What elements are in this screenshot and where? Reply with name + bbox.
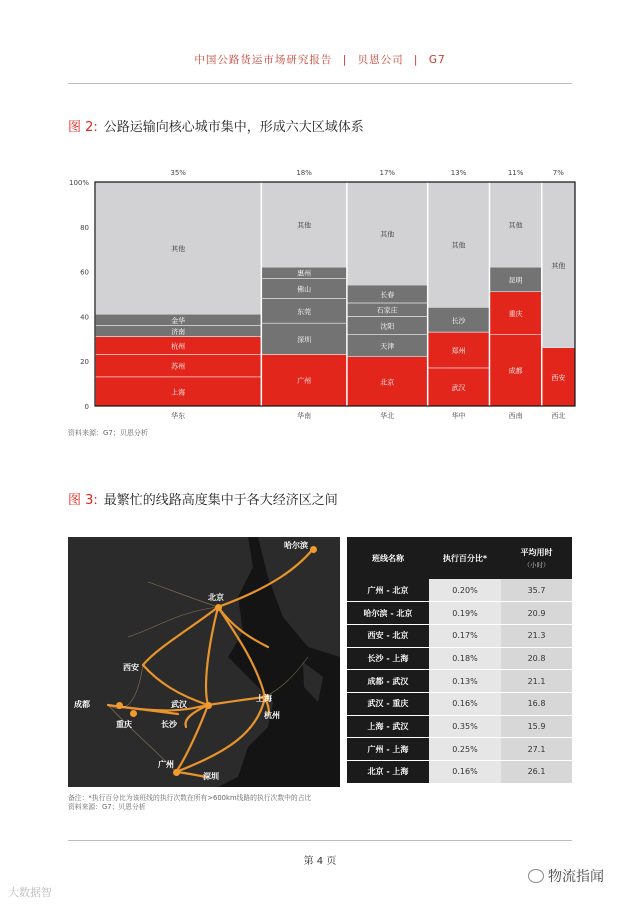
y-tick-label: 80: [80, 223, 89, 232]
figure2-title: 公路运输向核心城市集中，形成六大区域体系: [103, 120, 364, 135]
brand-name: G7: [428, 54, 446, 66]
segment-label: 广州: [297, 377, 312, 386]
segment-label: 长春: [380, 291, 395, 299]
map-label-chongqing: 重庆: [116, 720, 132, 729]
figure3-heading: [68, 489, 338, 508]
column-width-label: 7%: [552, 169, 564, 177]
page-number: 第 4 页: [303, 856, 337, 867]
column-width-label: 11%: [507, 169, 524, 177]
column-width-label: 13%: [450, 169, 467, 177]
category-label: 华南: [297, 412, 312, 420]
segment-label: 佛山: [297, 285, 312, 294]
map-label-hangzhou: 杭州: [264, 711, 280, 720]
segment-label: 长沙: [451, 316, 466, 325]
figure3-number: 图 3:: [68, 493, 98, 508]
pct-cell: 0.19%: [429, 602, 501, 625]
city-marker: [130, 710, 137, 717]
time-cell: 20.8: [501, 647, 572, 670]
route-cell: 西安 - 北京: [347, 624, 429, 647]
mekko-chart: [60, 162, 580, 434]
route-cell: 成都 - 武汉: [347, 670, 429, 693]
segment-label: 其他: [171, 245, 186, 254]
route-cell: 北京 - 上海: [347, 761, 429, 784]
y-tick-label: 40: [80, 313, 89, 322]
map-label-xian: 西安: [123, 663, 139, 672]
pct-cell: 0.25%: [429, 738, 501, 761]
page-header: [0, 52, 640, 67]
y-tick-label: 100%: [68, 179, 89, 187]
table-row: [347, 647, 572, 670]
segment-label: 成都: [508, 367, 523, 376]
figure3-title: 最繁忙的线路高度集中于各大经济区之间: [103, 493, 338, 508]
header-separator: |: [413, 54, 419, 66]
time-cell: 15.9: [501, 715, 572, 738]
map-label-harbin: 哈尔滨: [284, 541, 308, 550]
segment-label: 东莞: [297, 307, 312, 316]
segment-label: 石家庄: [376, 306, 398, 315]
category-label: 华中: [451, 412, 466, 420]
figure2-number: 图 2:: [68, 120, 98, 135]
segment-label: 昆明: [508, 276, 523, 285]
map-label-chengdu: 成都: [74, 700, 90, 709]
route-cell: 广州 - 上海: [347, 738, 429, 761]
table-row: [347, 692, 572, 715]
figure3-note: 备注：*执行百分比为该班线的执行次数在所有>600km线路的执行次数中的占比: [68, 794, 312, 802]
column-width-label: 18%: [296, 169, 312, 177]
report-title: 中国公路货运市场研究报告: [194, 54, 333, 66]
segment-label: 西安: [551, 373, 566, 382]
segment-label: 上海: [171, 388, 186, 397]
route-cell: 广州 - 北京: [347, 579, 429, 602]
watermark-right-text: 物流指闻: [548, 869, 604, 885]
map-label-shenzhen: 深圳: [203, 772, 219, 781]
segment-label: 武汉: [451, 383, 466, 392]
time-cell: 21.1: [501, 670, 572, 693]
map-label-shanghai: 上海: [256, 694, 272, 703]
y-tick-label: 0: [84, 403, 89, 411]
route-heatmap: [68, 537, 340, 787]
pct-cell: 0.20%: [429, 579, 501, 602]
pct-cell: 0.17%: [429, 624, 501, 647]
table-row: [347, 761, 572, 784]
pct-cell: 0.16%: [429, 692, 501, 715]
col-header-pct: 执行百分比*: [429, 537, 501, 579]
map-graphic: [68, 537, 340, 787]
category-label: 西北: [551, 412, 566, 420]
busiest-routes-table: [347, 537, 572, 784]
map-label-changsha: 长沙: [161, 720, 177, 729]
city-marker: [215, 604, 222, 611]
figure3-source: 资料来源：G7；贝恩分析: [68, 803, 146, 811]
table-row: [347, 738, 572, 761]
segment-label: 惠州: [297, 269, 312, 278]
segment-label: 北京: [380, 378, 395, 387]
route-cell: 长沙 - 上海: [347, 647, 429, 670]
segment-label: 重庆: [508, 310, 523, 319]
land-mass-ne: [258, 537, 340, 657]
header-divider: [68, 83, 572, 84]
segment-label: 其他: [451, 241, 466, 250]
pct-cell: 0.35%: [429, 715, 501, 738]
watermark-left: 大数据智: [8, 886, 52, 899]
city-marker: [310, 546, 317, 553]
time-cell: 35.7: [501, 579, 572, 602]
pct-cell: 0.13%: [429, 670, 501, 693]
segment-label: 郑州: [451, 347, 466, 355]
route-cell: 武汉 - 重庆: [347, 692, 429, 715]
segment-label: 苏州: [171, 362, 186, 371]
header-separator: |: [342, 54, 348, 66]
table-row: [347, 670, 572, 693]
segment-label: 沈阳: [380, 322, 395, 331]
table-row: [347, 579, 572, 602]
city-marker: [116, 702, 123, 709]
column-width-label: 17%: [379, 169, 396, 177]
route-cell: 上海 - 武汉: [347, 715, 429, 738]
time-cell: 21.3: [501, 624, 572, 647]
land-mass: [68, 537, 273, 787]
y-tick-label: 20: [80, 358, 89, 367]
pct-cell: 0.16%: [429, 761, 501, 784]
table-row: [347, 602, 572, 625]
segment-label: 其他: [297, 221, 312, 230]
segment-label: 杭州: [171, 342, 186, 351]
footer-divider: [68, 840, 572, 841]
city-marker: [173, 769, 180, 776]
category-label: 西南: [508, 412, 523, 420]
segment-label: 济南: [171, 327, 186, 336]
table-header-row: [347, 537, 572, 579]
time-cell: 26.1: [501, 761, 572, 784]
table-row: [347, 715, 572, 738]
route-cell: 哈尔滨 - 北京: [347, 602, 429, 625]
land-mass-peninsula: [303, 662, 323, 702]
column-width-label: 35%: [170, 169, 186, 177]
segment-label: 深圳: [297, 335, 312, 344]
col-header-time: 平均用时 （小时）: [501, 537, 572, 579]
figure2-source: 资料来源：G7；贝恩分析: [68, 429, 148, 437]
category-label: 华北: [380, 412, 395, 420]
category-label: 华东: [171, 412, 186, 420]
segment-label: 其他: [380, 230, 395, 239]
watermark-right: [528, 866, 604, 886]
map-label-wuhan: 武汉: [171, 700, 187, 709]
company-name: 贝恩公司: [357, 54, 404, 66]
time-cell: 20.9: [501, 602, 572, 625]
map-label-guangzhou: 广州: [158, 760, 174, 769]
time-cell: 16.8: [501, 692, 572, 715]
segment-label: 金华: [171, 316, 186, 325]
figure2-heading: [68, 116, 364, 135]
city-marker: [205, 702, 212, 709]
table-row: [347, 624, 572, 647]
col-header-route: 班线名称: [347, 537, 429, 579]
segment-label: 天津: [380, 342, 395, 351]
wechat-icon: [528, 869, 544, 883]
time-cell: 27.1: [501, 738, 572, 761]
map-label-beijing: 北京: [208, 593, 224, 602]
segment-label: 其他: [508, 221, 523, 230]
y-tick-label: 60: [80, 268, 89, 277]
pct-cell: 0.18%: [429, 647, 501, 670]
segment-label: 其他: [551, 261, 566, 270]
